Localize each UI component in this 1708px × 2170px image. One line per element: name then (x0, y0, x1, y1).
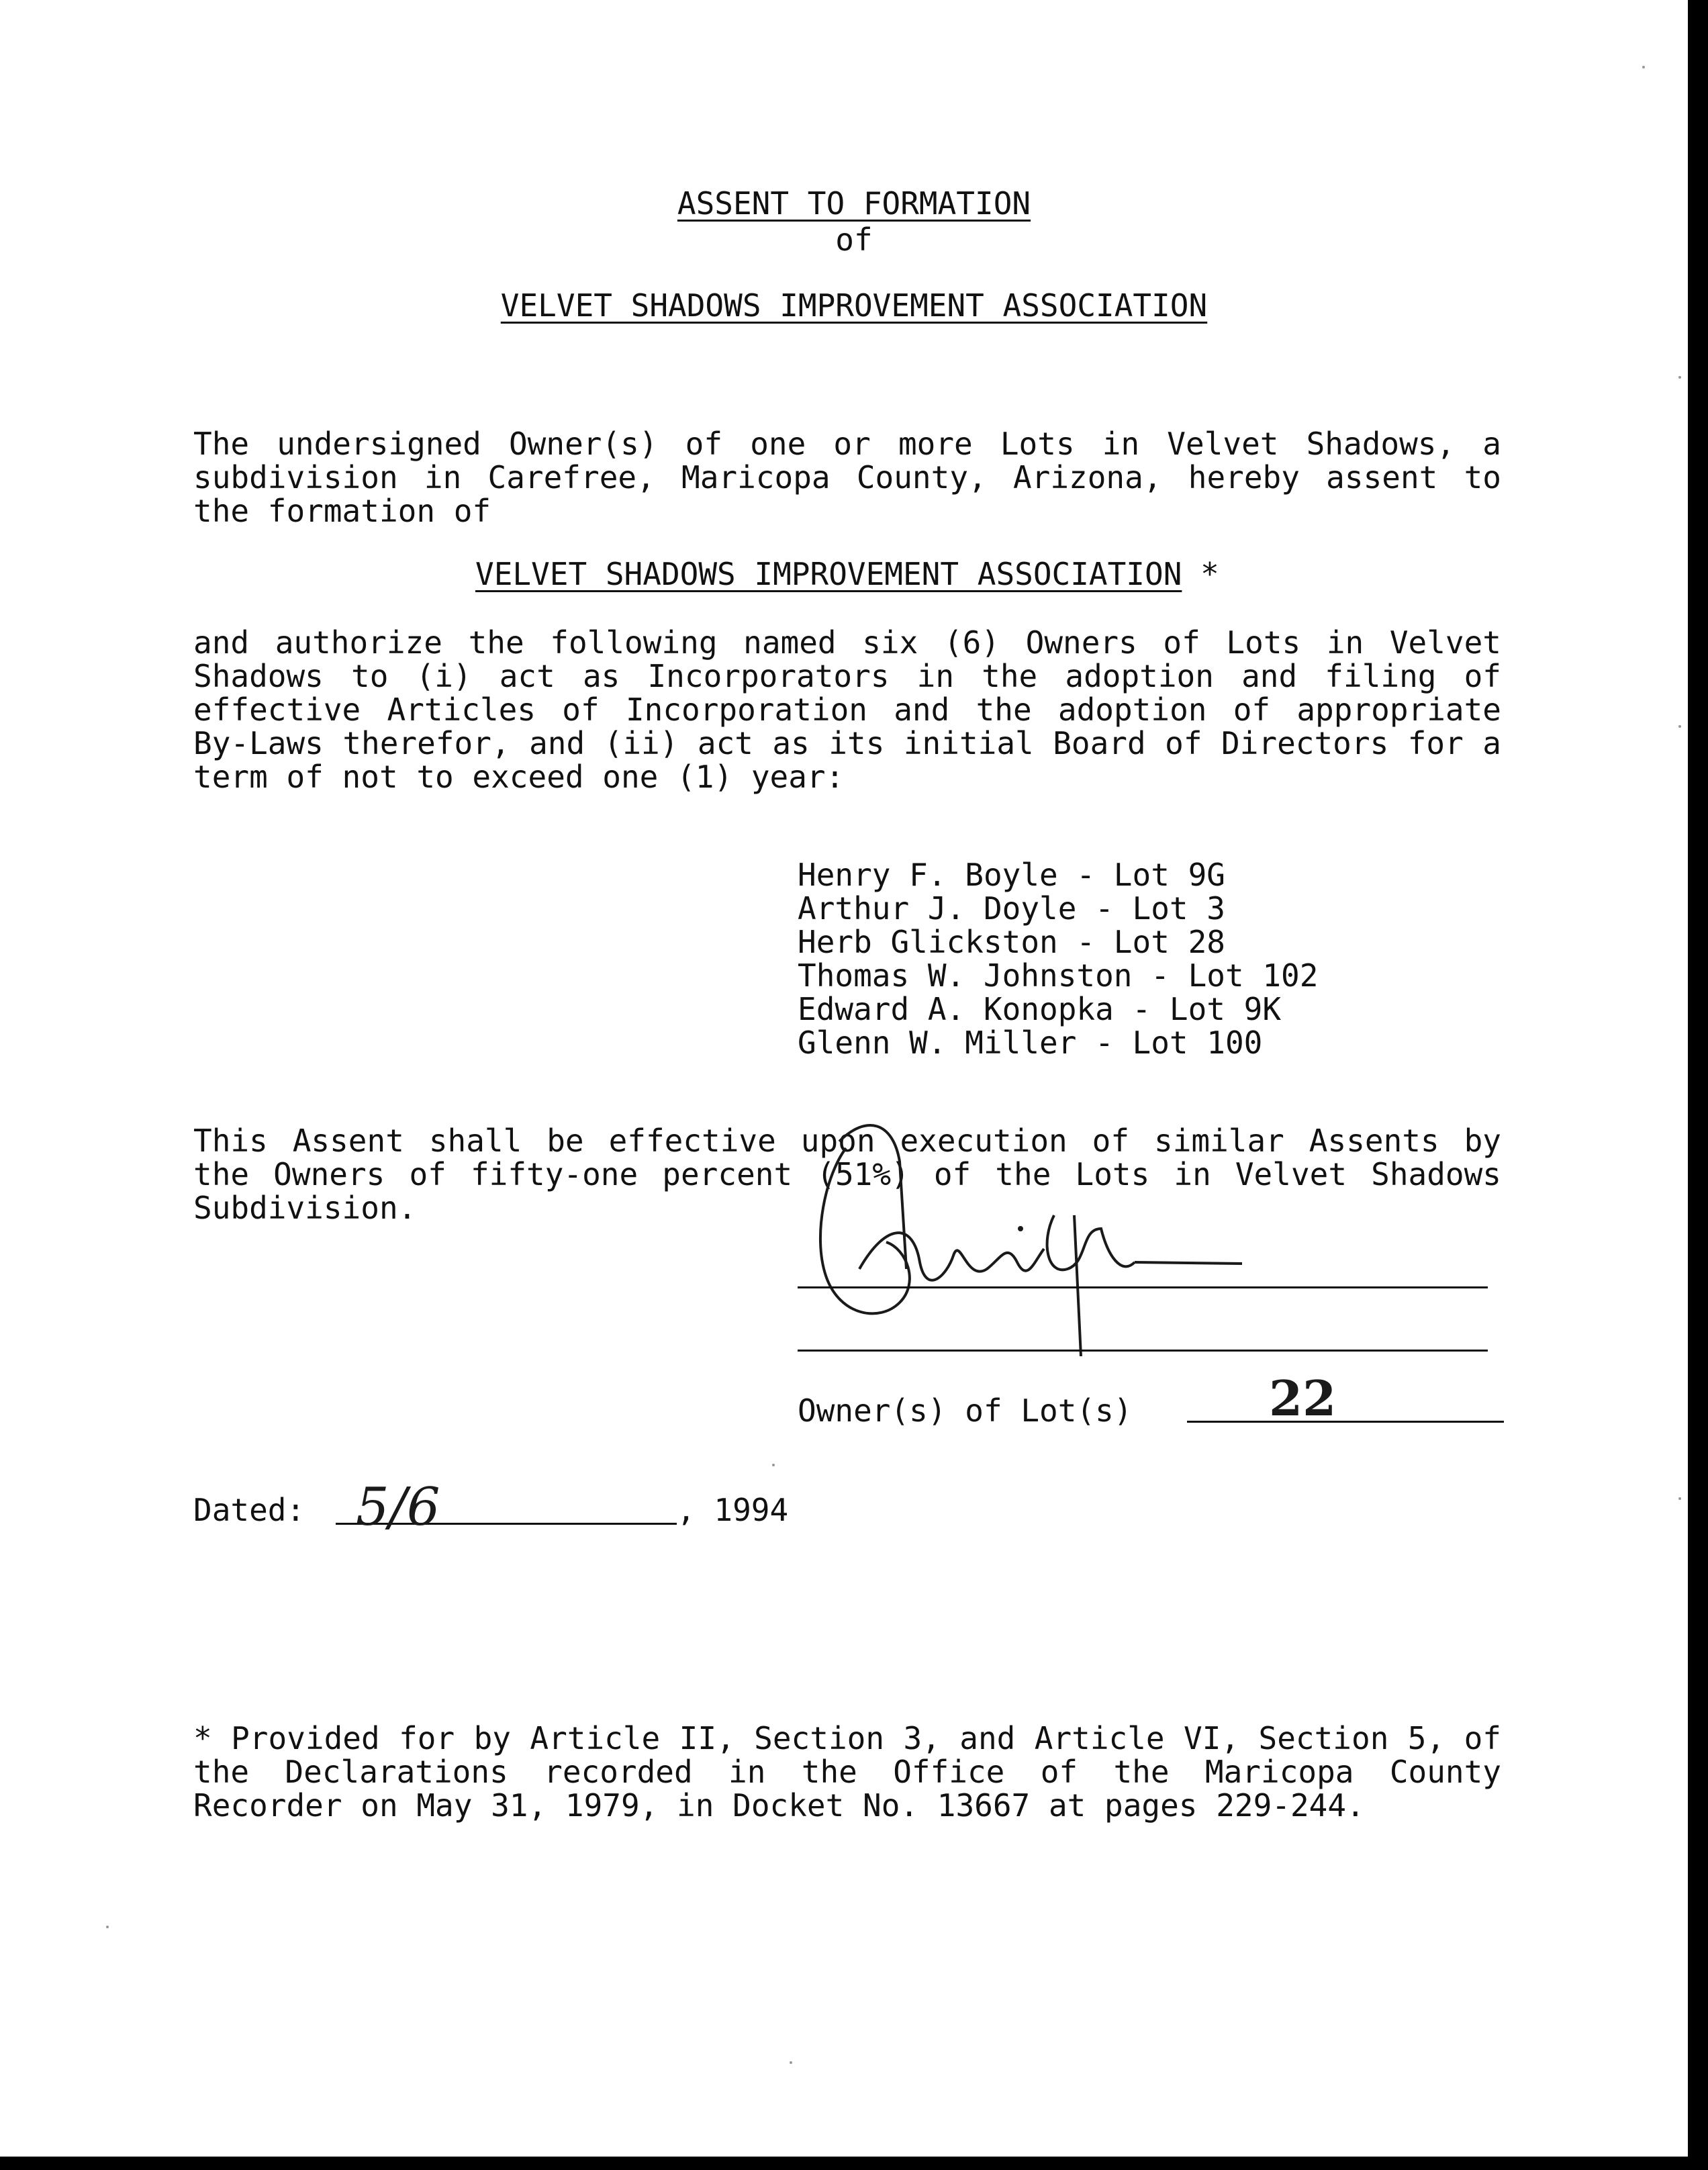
footnote-mark: * (1182, 556, 1219, 592)
incorporator-item: Henry F. Boyle - Lot 9G (798, 857, 1225, 893)
dated-label: Dated: (193, 1492, 305, 1528)
scan-speck (106, 1926, 109, 1928)
scan-border-bottom (0, 2157, 1708, 2170)
association-heading (475, 557, 1219, 591)
dated-year: , 1994 (677, 1492, 789, 1528)
intro-paragraph: The undersigned Owner(s) of one or more Lots in Velvet Shadows, a subdivision in Carefree, Maricopa County, Arizona, hereby assent to the formation of (193, 426, 1501, 529)
scan-speck (1678, 725, 1681, 728)
owner-lot-label: Owner(s) of Lot(s) (798, 1393, 1133, 1429)
incorporator-item: Thomas W. Johnston - Lot 102 (798, 957, 1319, 994)
scan-speck (790, 2061, 792, 2064)
incorporator-item: Arthur J. Doyle - Lot 3 (798, 890, 1225, 927)
signature (786, 1101, 1255, 1356)
title-line-1: ASSENT TO FORMATION (677, 185, 1031, 222)
owner-lot-value: 22 (1269, 1370, 1337, 1427)
incorporator-item: Edward A. Konopka - Lot 9K (798, 991, 1282, 1027)
scan-speck (1678, 376, 1681, 379)
incorporator-item: Herb Glickston - Lot 28 (798, 924, 1225, 960)
dated-value: 5/6 (356, 1477, 440, 1538)
scan-speck (772, 1464, 775, 1466)
scan-border-right (1688, 0, 1708, 2170)
effective-paragraph: This Assent shall be effective upon execution of similar Assents by the Owners of fifty-one percent (51%) of the Lots in Velvet Shadows Subdivision. (193, 1123, 1501, 1226)
title-line-2: of (835, 222, 873, 258)
signature-line-2 (798, 1350, 1488, 1352)
scan-speck (1642, 66, 1645, 68)
owner-lot-line (1187, 1421, 1504, 1423)
incorporator-item: Glenn W. Miller - Lot 100 (798, 1025, 1263, 1061)
title-line-3: VELVET SHADOWS IMPROVEMENT ASSOCIATION (500, 287, 1208, 324)
association-heading-text: VELVET SHADOWS IMPROVEMENT ASSOCIATION (475, 556, 1182, 592)
authorize-paragraph: and authorize the following named six (6) Owners of Lots in Velvet Shadows to (i) act as Incorporators in the adoption and filing of effective Articles of Incorporation and the adoption of appropriate By-Laws therefor, and (ii) act as its initial Board of Directors for a term of not to exceed one (1) year: (193, 624, 1501, 795)
footnote: * Provided for by Article II, Section 3, and Article VI, Section 5, of the Declarations recorded in the Office of the Maricopa County Recorder on May 31, 1979, in Docket No. 13667 at pages 229-244. (193, 1720, 1501, 1824)
signature-line-1 (798, 1286, 1488, 1288)
scan-speck (1678, 1497, 1681, 1500)
